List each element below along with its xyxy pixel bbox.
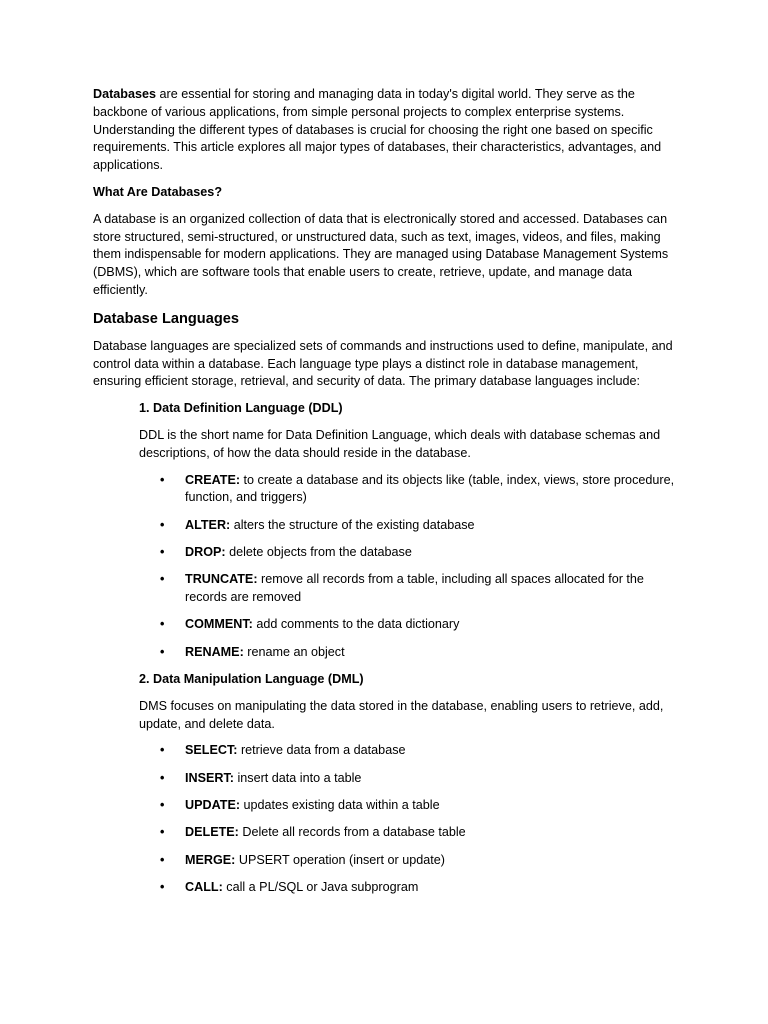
list-item: [139, 616, 683, 634]
bullet-icon: •: [160, 797, 165, 812]
bullet-icon: •: [160, 472, 165, 487]
list-item: [139, 879, 683, 897]
item-desc: call a PL/SQL or Java subprogram: [222, 879, 419, 894]
item-desc: retrieve data from a database: [237, 743, 406, 758]
item-desc: Delete all records from a database table: [238, 825, 466, 840]
list-item: [139, 797, 683, 815]
list-item: [139, 770, 683, 788]
bullet-icon: •: [160, 544, 165, 559]
list-item: [139, 742, 683, 760]
what-are-paragraph: A database is an organized collection of data that is electronically stored and accessed. Databases can store structured, semi-structured, or unstructured data, such as text, images, videos, and files, making them indispensable for modern applications. They are managed using Database Management Systems (DBMS), which are software tools that enable users to create, retrieve, update, and manage data efficiently.: [93, 211, 669, 297]
item-term: TRUNCATE:: [185, 572, 258, 587]
intro-paragraph: [93, 86, 683, 175]
item-term: MERGE:: [185, 852, 236, 867]
item-term: CALL:: [185, 879, 223, 894]
bullet-icon: •: [160, 572, 165, 587]
intro-lead: Databases: [93, 87, 157, 101]
list-item: [139, 644, 683, 662]
item-term: CREATE:: [185, 472, 241, 487]
list-item: [139, 517, 683, 535]
ddl-list: [139, 472, 683, 662]
ddl-paragraph: DDL is the short name for Data Definition Language, which deals with database schemas and descriptions, of how the data should reside in the database.: [139, 427, 661, 460]
item-term: RENAME:: [185, 644, 244, 659]
intro-text: are essential for storing and managing data in today's digital world. They serve as the backbone of various applications, from simple personal projects to complex enterprise systems. Understanding the different types of databases is crucial for choosing the right one based on specific requirements. This article explores all major types of databases, their characteristics, advantages, and applications.: [93, 87, 662, 173]
bullet-icon: •: [160, 825, 165, 840]
list-item: [139, 472, 683, 508]
document-page: [93, 86, 683, 906]
what-are-heading: What Are Databases?: [93, 184, 223, 199]
bullet-icon: •: [160, 770, 165, 785]
bullet-icon: •: [160, 879, 165, 894]
dml-list: [139, 742, 683, 896]
item-term: INSERT:: [185, 770, 234, 785]
dml-section: [139, 671, 683, 733]
item-desc: alters the structure of the existing database: [230, 517, 475, 532]
list-item: [139, 852, 683, 870]
bullet-icon: •: [160, 644, 165, 659]
bullet-icon: •: [160, 617, 165, 632]
list-item: [139, 544, 683, 562]
item-term: COMMENT:: [185, 617, 253, 632]
item-desc: remove all records from a table, including all spaces allocated for the records are removed: [185, 572, 644, 605]
item-desc: UPSERT operation (insert or update): [235, 852, 445, 867]
languages-paragraph: Database languages are specialized sets of commands and instructions used to define, manipulate, and control data within a database. Each language type plays a distinct role in database management, ensuring efficient storage, retrieval, and security of data. The primary database languages include:: [93, 338, 673, 389]
item-desc: rename an object: [243, 644, 345, 659]
item-term: SELECT:: [185, 743, 238, 758]
item-desc: to create a database and its objects like (table, index, views, store procedure, function, and triggers): [185, 472, 675, 505]
item-desc: add comments to the data dictionary: [252, 617, 460, 632]
dml-paragraph: DMS focuses on manipulating the data stored in the database, enabling users to retrieve, add, update, and delete data.: [139, 698, 664, 731]
bullet-icon: •: [160, 517, 165, 532]
languages-heading: Database Languages: [93, 310, 239, 327]
ddl-heading: 1. Data Definition Language (DDL): [139, 401, 343, 416]
item-desc: delete objects from the database: [225, 544, 412, 559]
list-item: [139, 571, 683, 607]
item-term: DROP:: [185, 544, 226, 559]
dml-heading: 2. Data Manipulation Language (DML): [139, 671, 364, 686]
item-term: DELETE:: [185, 825, 239, 840]
bullet-icon: •: [160, 852, 165, 867]
bullet-icon: •: [160, 743, 165, 758]
ddl-section: [139, 400, 683, 462]
item-desc: updates existing data within a table: [240, 797, 440, 812]
item-term: ALTER:: [185, 517, 231, 532]
item-desc: insert data into a table: [233, 770, 362, 785]
item-term: UPDATE:: [185, 797, 241, 812]
list-item: [139, 824, 683, 842]
